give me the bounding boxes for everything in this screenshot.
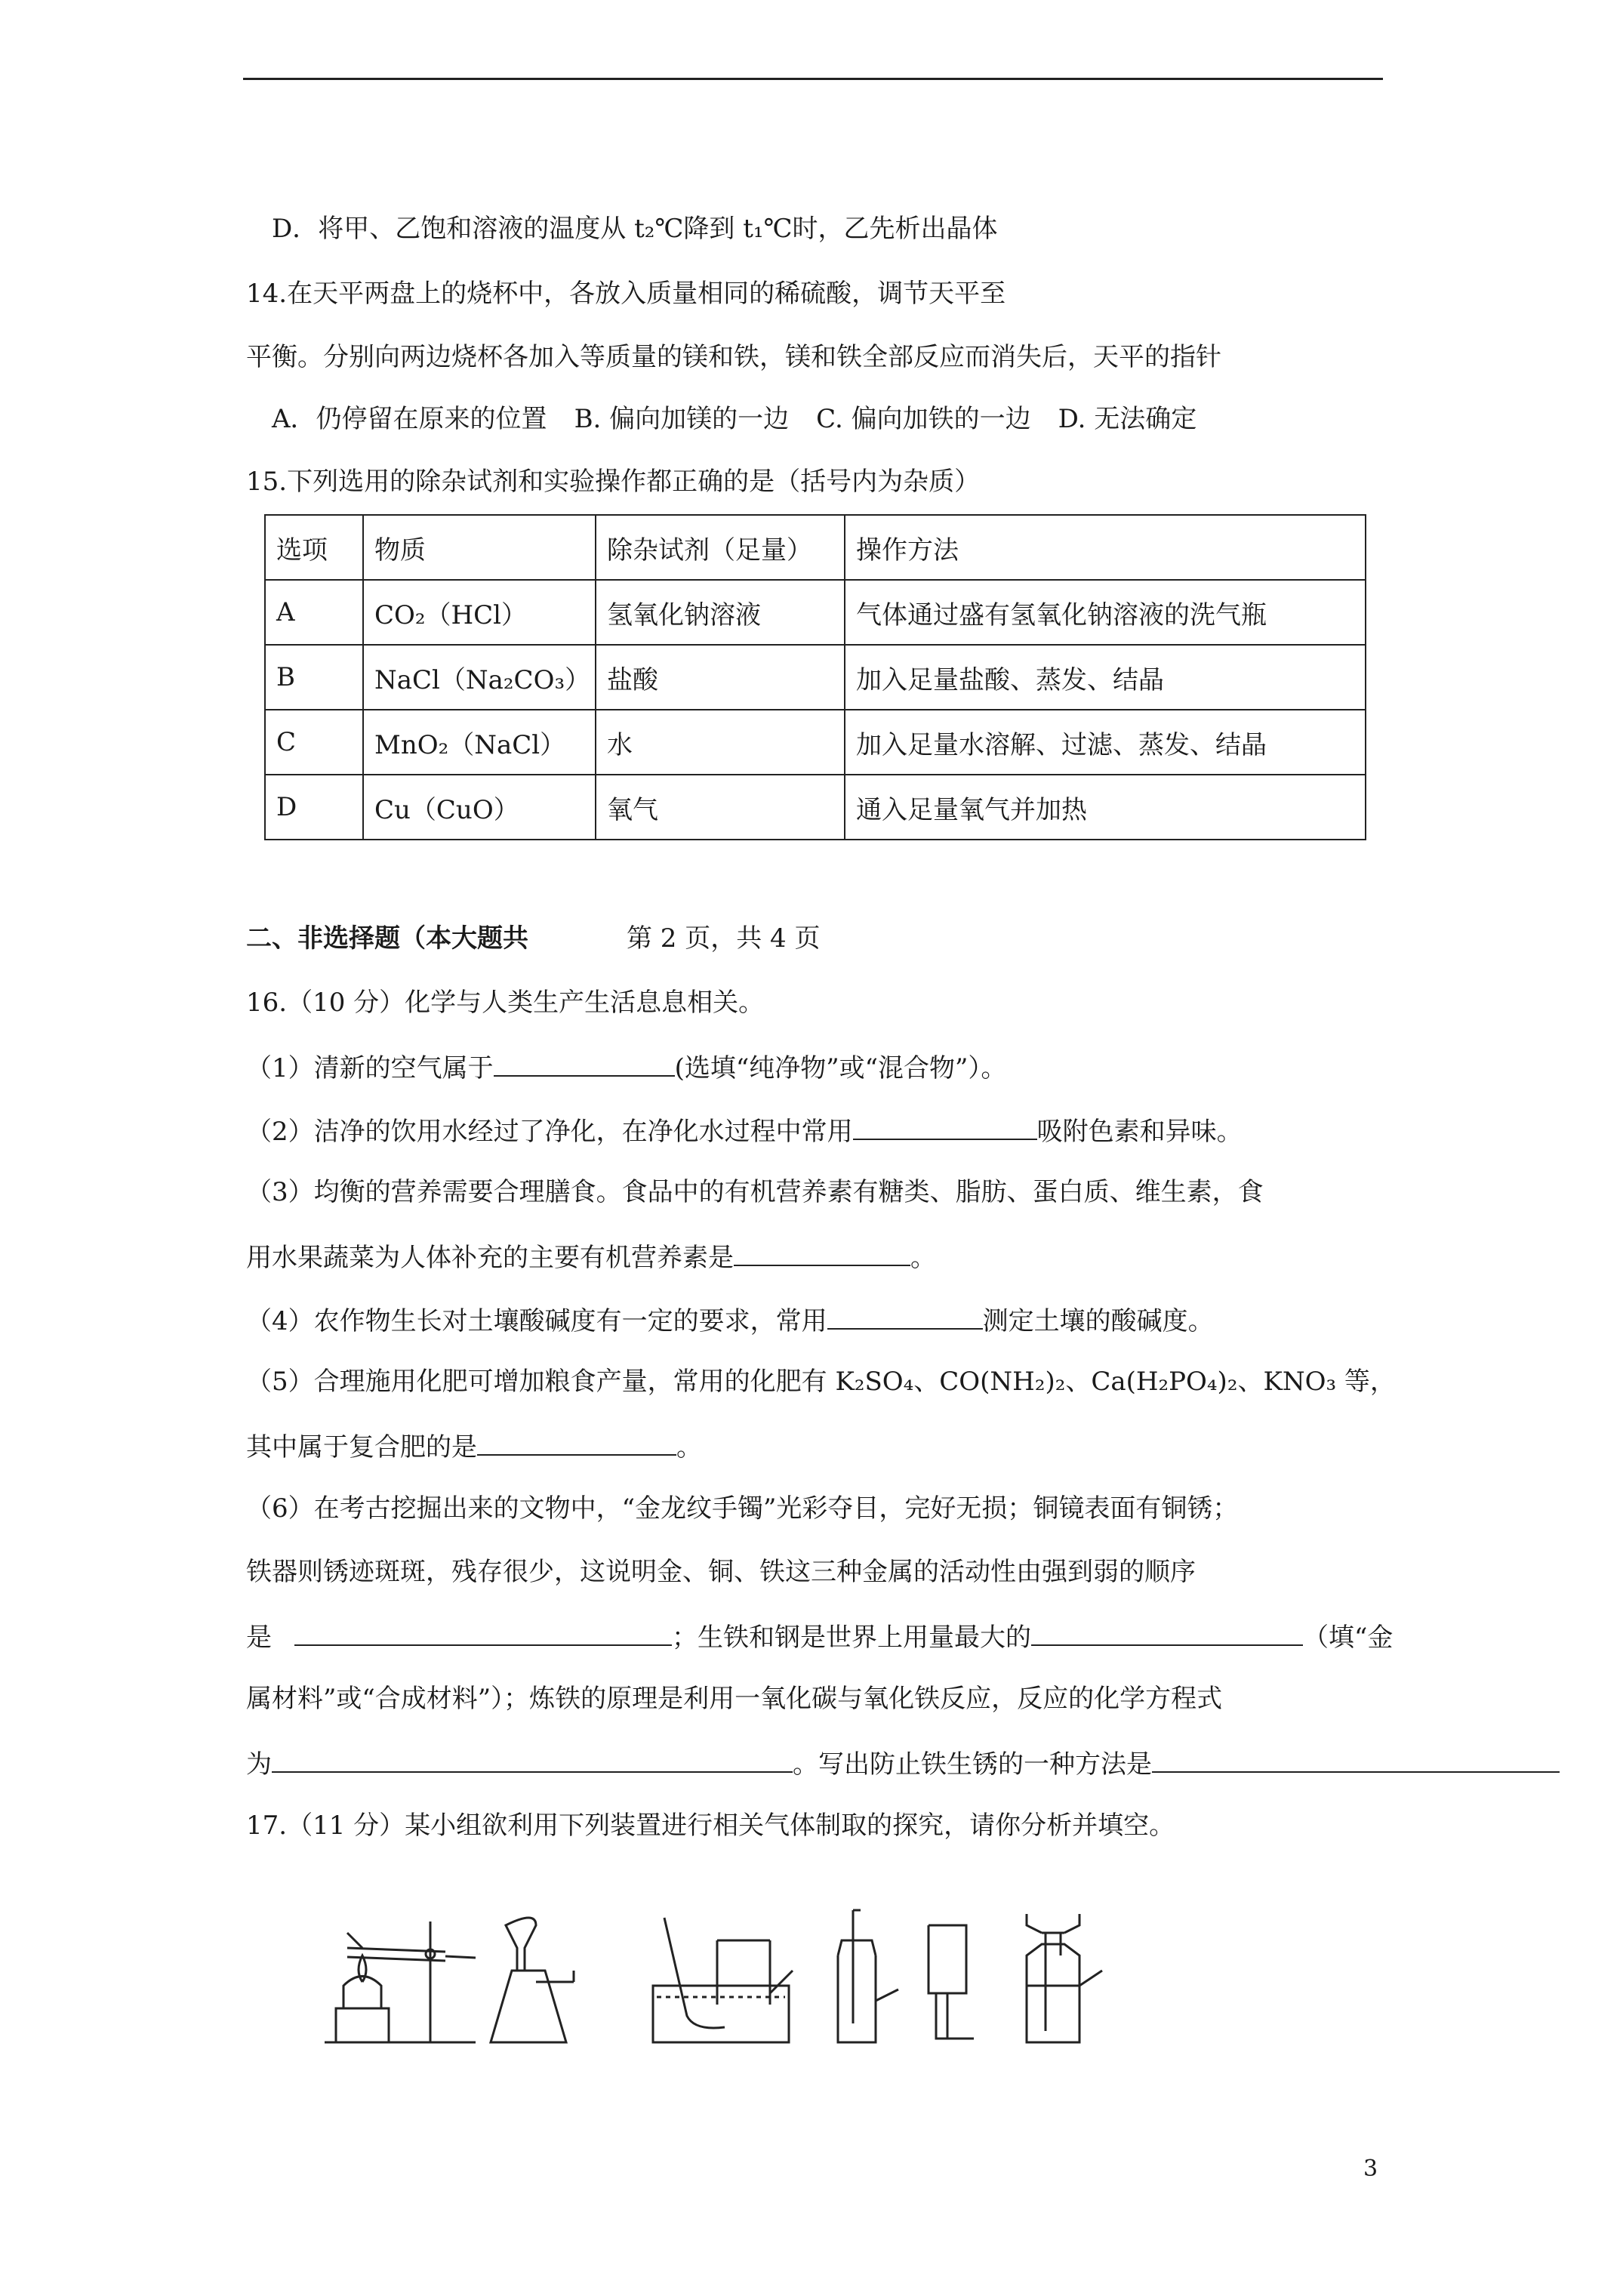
q16-part6-text-b: ；生铁和钢是世界上用量最大的 — [672, 1623, 1031, 1653]
table-cell: 通入足量氧气并加热 — [845, 775, 1366, 840]
table-cell: D — [265, 775, 363, 840]
q17-stem: 17.（11 分）某小组欲利用下列装置进行相关气体制取的探究，请你分析并填空。 — [246, 1811, 1175, 1841]
table-cell: 水 — [596, 710, 845, 775]
answer-blank[interactable] — [1031, 1619, 1303, 1646]
table-row — [265, 775, 1366, 840]
table-row — [265, 710, 1366, 775]
apparatus-c-water-trough — [653, 1918, 793, 2042]
q16-part6-text-f: 。写出防止铁生锈的一种方法是 — [793, 1749, 1152, 1780]
q16-stem: 16.（10 分）化学与人类生产生活息息相关。 — [246, 988, 765, 1018]
lab-apparatus-figure — [317, 1903, 1193, 2054]
apparatus-b-flask-funnel — [491, 1918, 574, 2042]
answer-blank[interactable] — [494, 1049, 675, 1077]
table-cell: CO₂（HCl） — [363, 580, 596, 645]
apparatus-f-wash-bottle — [1027, 1914, 1102, 2042]
q16-part5-text: 其中属于复合肥的是 — [246, 1432, 477, 1462]
q16-part1-text: （1）清新的空气属于 — [246, 1053, 494, 1083]
q16-part4-text-after: 测定土壤的酸碱度。 — [982, 1306, 1214, 1336]
q14-option-a: A．仍停留在原来的位置 — [272, 404, 547, 434]
q16-part1-text-after: (选填“纯净物”或“混合物”）。 — [674, 1053, 1007, 1083]
q16-part1 — [246, 1049, 1006, 1085]
answer-blank[interactable] — [477, 1428, 676, 1456]
table-header-cell: 除杂试剂（足量） — [596, 515, 845, 580]
q16-part2-text-after: 吸附色素和异味。 — [1036, 1117, 1243, 1147]
q16-part2-text: （2）洁净的饮用水经过了净化，在净化水过程中常用 — [246, 1117, 853, 1147]
table-cell: 气体通过盛有氢氧化钠溶液的洗气瓶 — [845, 580, 1366, 645]
table-header-cell: 选项 — [265, 515, 363, 580]
answer-blank[interactable] — [734, 1239, 910, 1266]
q16-part6-line5 — [246, 1746, 1560, 1781]
section2-heading-text: 二、非选择题（本大题共 — [246, 923, 528, 954]
q16-part6-line3 — [246, 1619, 1393, 1654]
answer-blank[interactable] — [294, 1619, 672, 1646]
q16-part5-line2 — [246, 1428, 702, 1464]
q14-stem-line2: 平衡。分别向两边烧杯各加入等质量的镁和铁，镁和铁全部反应而消失后，天平的指针 — [246, 342, 1221, 372]
table-cell: NaCl（Na₂CO₃） — [363, 645, 596, 710]
q16-part6-text-c: （填“金 — [1303, 1623, 1394, 1653]
table-cell: C — [265, 710, 363, 775]
q16-part5-line1: （5）合理施用化肥可增加粮食产量，常用的化肥有 K₂SO₄、CO(NH₂)₂、Ca(H₂PO₄)₂、KNO₃ 等， — [246, 1367, 1396, 1397]
apparatus-a-heating-setup — [325, 1922, 476, 2042]
q16-part6-line2: 铁器则锈迹斑斑，残存很少，这说明金、铜、铁这三种金属的活动性由强到弱的顺序 — [246, 1557, 1196, 1587]
table-row — [265, 645, 1366, 710]
answer-blank[interactable] — [827, 1302, 983, 1330]
q16-part6-text: 是 — [246, 1623, 272, 1653]
header-rule — [243, 78, 1383, 80]
answer-blank[interactable] — [853, 1113, 1037, 1140]
q16-part3-text: 用水果蔬菜为人体补充的主要有机营养素是 — [246, 1243, 734, 1273]
table-cell: 加入足量盐酸、蒸发、结晶 — [845, 645, 1366, 710]
q15-stem: 15.下列选用的除杂试剂和实验操作都正确的是（括号内为杂质） — [246, 467, 981, 497]
q16-part3-text-after: 。 — [910, 1243, 936, 1273]
table-cell: A — [265, 580, 363, 645]
answer-blank[interactable] — [1152, 1746, 1560, 1773]
table-cell: Cu（CuO） — [363, 775, 596, 840]
table-cell: 氢氧化钠溶液 — [596, 580, 845, 645]
table-header-cell: 物质 — [363, 515, 596, 580]
q15-options-table — [264, 514, 1366, 840]
table-cell: B — [265, 645, 363, 710]
q16-part6-text-e: 为 — [246, 1749, 272, 1780]
table-cell: 氧气 — [596, 775, 845, 840]
q16-part4-text: （4）农作物生长对土壤酸碱度有一定的要求，常用 — [246, 1306, 827, 1336]
table-row — [265, 580, 1366, 645]
table-cell: 盐酸 — [596, 645, 845, 710]
answer-blank[interactable] — [272, 1746, 793, 1773]
q14-stem-line1: 14.在天平两盘上的烧杯中，各放入质量相同的稀硫酸，调节天平至 — [246, 279, 1006, 309]
q16-part4 — [246, 1302, 1214, 1338]
q16-part6-line1: （6）在考古挖掘出来的文物中，“金龙纹手镯”光彩夺目，完好无损；铜镜表面有铜锈； — [246, 1493, 1239, 1524]
table-header-row — [265, 515, 1366, 580]
q16-part5-text-after: 。 — [676, 1432, 702, 1462]
table-header-cell: 操作方法 — [845, 515, 1366, 580]
page-number: 3 — [1363, 2156, 1378, 2182]
apparatus-d-gas-bottle — [838, 1910, 898, 2042]
section2-heading — [246, 922, 821, 955]
q14-option-d: D. 无法确定 — [1058, 404, 1197, 434]
apparatus-e-inverted-bottle — [929, 1925, 974, 2039]
q14-option-b: B. 偏向加镁的一边 — [574, 404, 790, 434]
q16-part6-line4: 属材料”或“合成材料”）；炼铁的原理是利用一氧化碳与氧化铁反应，反应的化学方程式 — [246, 1684, 1223, 1714]
q16-part3-line2 — [246, 1239, 936, 1274]
q14-options — [272, 402, 1196, 436]
table-cell: MnO₂（NaCl） — [363, 710, 596, 775]
table-cell: 加入足量水溶解、过滤、蒸发、结晶 — [845, 710, 1366, 775]
q16-part2 — [246, 1113, 1243, 1148]
page-footer-label: 第 2 页，共 4 页 — [627, 923, 821, 954]
q14-option-c: C. 偏向加铁的一边 — [816, 404, 1031, 434]
q16-part3-line1: （3）均衡的营养需要合理膳食。食品中的有机营养素有糖类、脂肪、蛋白质、维生素，食 — [246, 1177, 1264, 1207]
q13-option-d: D．将甲、乙饱和溶液的温度从 t₂℃降到 t₁℃时，乙先析出晶体 — [272, 214, 998, 244]
